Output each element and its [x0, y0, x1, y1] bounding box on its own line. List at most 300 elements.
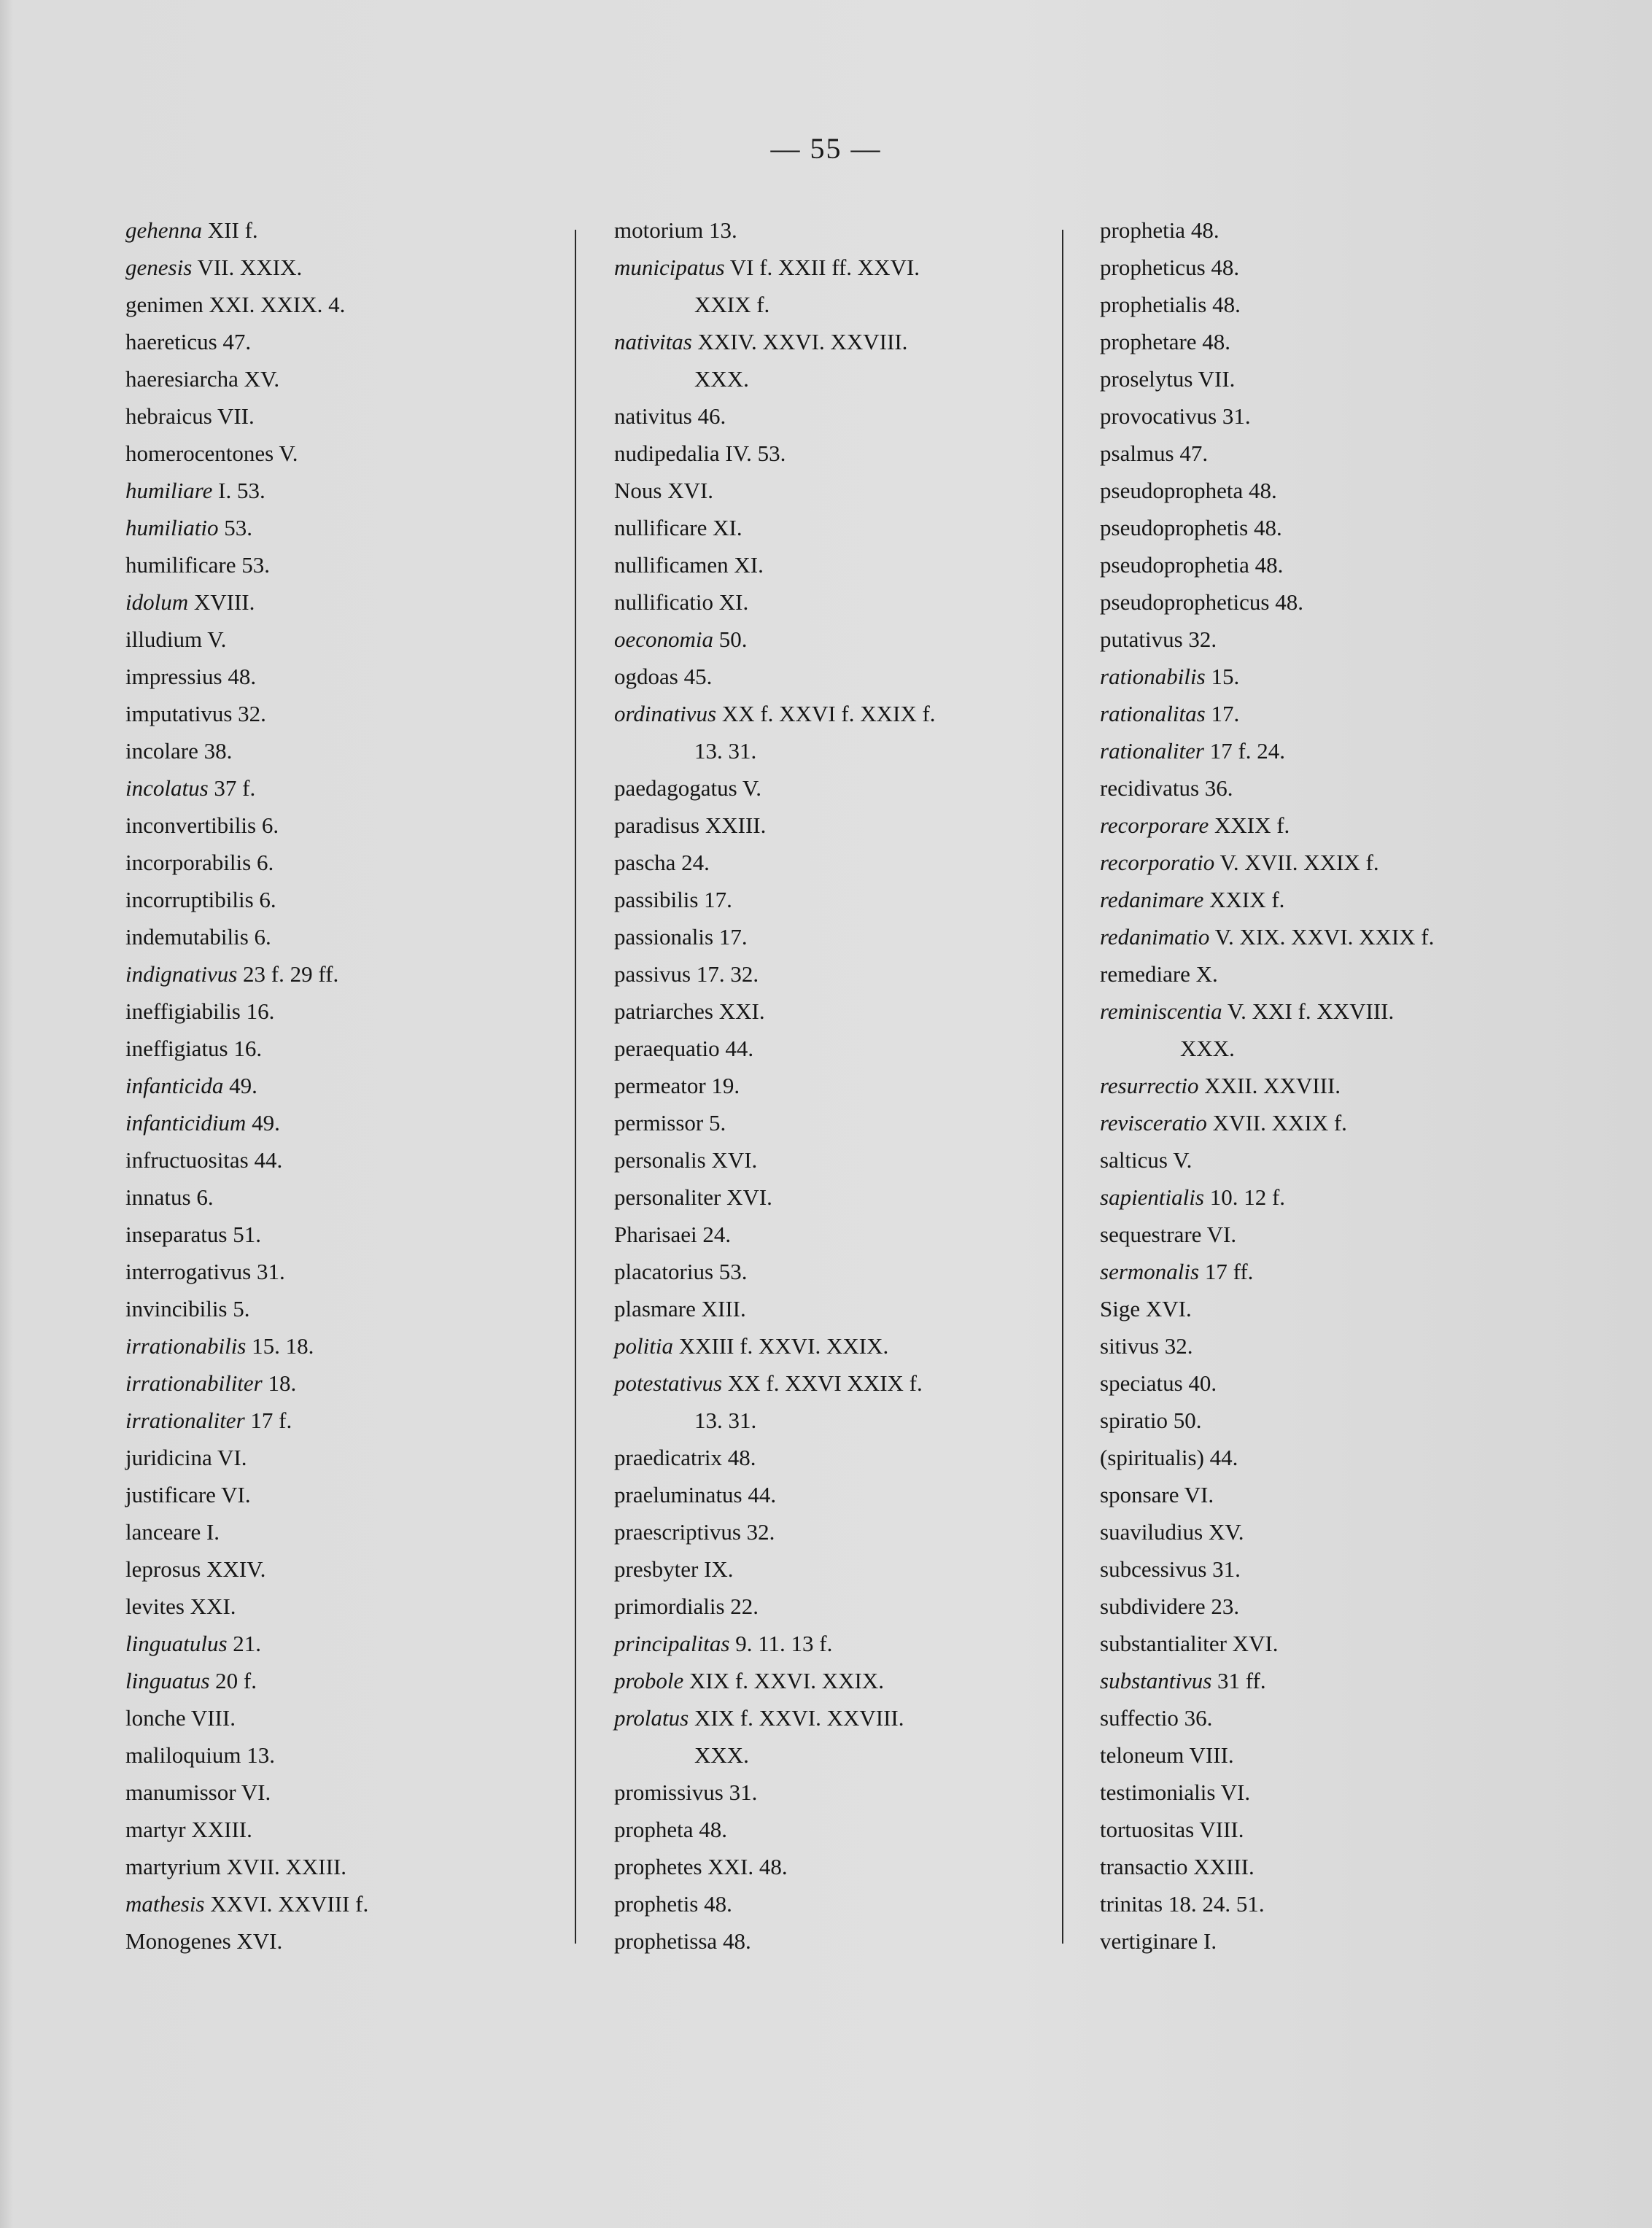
index-entry [614, 1811, 1052, 1848]
headword: redanimatio [1100, 924, 1210, 950]
references: XXI. 48. [702, 1854, 788, 1879]
headword: idolum [125, 589, 189, 615]
references: 45. [678, 664, 713, 689]
index-entry [125, 1625, 563, 1662]
index-entry [614, 1104, 1052, 1141]
references: V. [202, 626, 227, 652]
references: XVII. XXIII. [220, 1854, 347, 1879]
index-entry [125, 993, 563, 1030]
headword: incorporabilis [125, 850, 252, 875]
references: 44. [248, 1147, 283, 1173]
references: XXIX f. [1203, 887, 1285, 912]
references: 44. [742, 1482, 777, 1507]
headword: inconvertibilis [125, 812, 257, 838]
headword: rationalitas [1100, 701, 1206, 726]
index-entry [1100, 323, 1574, 360]
references: XXIII. [185, 1817, 252, 1842]
index-entry [125, 323, 563, 360]
headword: incorruptibilis [125, 887, 254, 912]
headword: principalitas [614, 1631, 730, 1656]
index-entry [1100, 1179, 1574, 1216]
index-entry [1100, 435, 1574, 472]
index-entry [1100, 1662, 1574, 1699]
headword: gehenna [125, 217, 203, 243]
index-entry [125, 1848, 563, 1885]
index-entry [1100, 472, 1574, 509]
headword: ogdoas [614, 664, 678, 689]
index-entry [614, 1216, 1052, 1253]
headword: recidivatus [1100, 775, 1200, 801]
references: XXIII f. XXVI. XXIX. [672, 1333, 889, 1359]
index-entry [1100, 1885, 1574, 1922]
headword: manumissor [125, 1779, 236, 1805]
index-entry [614, 1922, 1052, 1960]
references: V. [1168, 1147, 1193, 1173]
index-entry-continuation [614, 1402, 1052, 1439]
headword: pseudopropheticus [1100, 589, 1270, 615]
index-entry [125, 1662, 563, 1699]
index-entry [614, 1476, 1052, 1513]
headword: prophetia [1100, 217, 1186, 243]
references: 31. [1206, 1556, 1241, 1582]
references: 5. [703, 1110, 726, 1136]
headword: sapientialis [1100, 1184, 1204, 1210]
page-number: — 55 — [770, 132, 882, 165]
references: 36. [1199, 775, 1233, 801]
headword: subcessivus [1100, 1556, 1207, 1582]
headword: promissivus [614, 1779, 724, 1805]
headword: substantivus [1100, 1668, 1212, 1693]
headword: presbyter [614, 1556, 699, 1582]
references: I. [201, 1519, 220, 1545]
headword: nullificare [614, 515, 707, 540]
index-entry [1100, 695, 1574, 732]
references: XI. [707, 515, 742, 540]
references: 23. [1205, 1594, 1240, 1619]
column-divider [1062, 230, 1063, 1944]
references: 48. [1249, 552, 1284, 578]
index-entry [125, 1030, 563, 1067]
references: 48. [722, 1445, 756, 1470]
index-entry [125, 435, 563, 472]
headword: rationabilis [1100, 664, 1206, 689]
references: XV. [238, 366, 280, 392]
index-entry [1100, 844, 1574, 881]
headword: imputativus [125, 701, 233, 726]
references: 19. [705, 1073, 740, 1098]
index-entry [614, 1439, 1052, 1476]
references: 17. [1205, 701, 1240, 726]
index-entry [1100, 1811, 1574, 1848]
index-entry [125, 769, 563, 807]
references: VI. [212, 1445, 247, 1470]
references: 53. [218, 515, 252, 540]
index-entry [1100, 769, 1574, 807]
references: 32. [740, 1519, 775, 1545]
index-entry [125, 732, 563, 769]
headword: patriarches [614, 998, 713, 1024]
references: XXII. XXVIII. [1198, 1073, 1341, 1098]
index-entry [125, 546, 563, 583]
headword: praeluminatus [614, 1482, 742, 1507]
references: 48. [1269, 589, 1303, 615]
references: XXIV. [201, 1556, 266, 1582]
references: 17. [698, 887, 732, 912]
headword: genesis [125, 255, 193, 280]
index-entry [125, 286, 563, 323]
index-entry-continuation [614, 360, 1052, 397]
headword: pseudopropheta [1100, 478, 1244, 503]
index-entry [125, 1104, 563, 1141]
headword: redanimare [1100, 887, 1204, 912]
index-entry [614, 1885, 1052, 1922]
references: 13. [703, 217, 737, 243]
index-entry [614, 1067, 1052, 1104]
references: 10. 12 f. [1203, 1184, 1286, 1210]
index-entry [125, 1588, 563, 1625]
index-entry [614, 546, 1052, 583]
headword: Nous [614, 478, 662, 503]
headword: resurrectio [1100, 1073, 1199, 1098]
headword: recorporare [1100, 812, 1209, 838]
references: XXI. [713, 998, 765, 1024]
references: 15. [1205, 664, 1240, 689]
index-entry [125, 1439, 563, 1476]
references: 18. [262, 1370, 297, 1396]
references: XVI. [230, 1928, 283, 1954]
index-entry [125, 1402, 563, 1439]
headword: sermonalis [1100, 1259, 1200, 1284]
references: VIII. [185, 1705, 236, 1731]
references: XVI. [721, 1184, 772, 1210]
headword: humiliare [125, 478, 213, 503]
index-entry [125, 397, 563, 435]
index-entry [1100, 1774, 1574, 1811]
index-entry [1100, 1736, 1574, 1774]
headword: Sige [1100, 1296, 1141, 1321]
references: 50. [1168, 1408, 1202, 1433]
index-entry [614, 509, 1052, 546]
index-entry [614, 1625, 1052, 1662]
headword: nullificamen [614, 552, 729, 578]
headword: teloneum [1100, 1742, 1184, 1768]
references: 47. [1174, 440, 1209, 466]
references: 13. 31. [694, 738, 757, 764]
headword: leprosus [125, 1556, 201, 1582]
references: 18. 24. 51. [1163, 1891, 1265, 1917]
headword: transactio [1100, 1854, 1188, 1879]
headword: humilificare [125, 552, 236, 578]
references: 6. [256, 812, 279, 838]
index-entry [125, 249, 563, 286]
references: XXX. [694, 366, 749, 392]
index-entry [125, 1365, 563, 1402]
headword: levites [125, 1594, 185, 1619]
index-entry [1100, 1216, 1574, 1253]
references: 24. [675, 850, 710, 875]
headword: substantialiter [1100, 1631, 1227, 1656]
index-entry [125, 1922, 563, 1960]
index-entry [614, 435, 1052, 472]
references: V. XXI f. XXVIII. [1222, 998, 1395, 1024]
headword: prolatus [614, 1705, 689, 1731]
references: XVI. [1226, 1631, 1279, 1656]
index-entry-continuation [614, 286, 1052, 323]
headword: maliloquium [125, 1742, 241, 1768]
references: VII. [212, 403, 255, 429]
index-column-2 [614, 211, 1052, 1960]
references: VI. [1179, 1482, 1214, 1507]
index-entry [614, 249, 1052, 286]
references: 48. [698, 1891, 732, 1917]
index-entry [125, 1736, 563, 1774]
headword: permeator [614, 1073, 706, 1098]
headword: oeconomia [614, 626, 714, 652]
index-entry [614, 211, 1052, 249]
index-column-3 [1100, 211, 1574, 1960]
headword: praedicatrix [614, 1445, 723, 1470]
headword: impressius [125, 664, 222, 689]
index-entry [1100, 583, 1574, 621]
headword: provocativus [1100, 403, 1217, 429]
index-entry [1100, 732, 1574, 769]
references: X. [1190, 961, 1218, 987]
index-entry [125, 695, 563, 732]
headword: lonche [125, 1705, 186, 1731]
headword: ineffigiatus [125, 1036, 228, 1061]
references: 32. [232, 701, 266, 726]
index-entry [614, 881, 1052, 918]
index-entry [125, 621, 563, 658]
index-entry [125, 918, 563, 955]
index-entry [614, 993, 1052, 1030]
index-entry-continuation [1100, 1030, 1574, 1067]
references: V. [737, 775, 762, 801]
references: 48. [1206, 292, 1241, 317]
references: 16. [228, 1036, 263, 1061]
column-divider [575, 230, 576, 1944]
index-entry [125, 881, 563, 918]
headword: nativitas [614, 329, 692, 354]
index-entry [125, 1476, 563, 1513]
index-entry [614, 807, 1052, 844]
references: XVI. [1140, 1296, 1192, 1321]
references: 48. [693, 1817, 727, 1842]
references: XVI. [662, 478, 714, 503]
references: XIII. [695, 1296, 746, 1321]
index-entry [614, 1290, 1052, 1327]
headword: infanticida [125, 1073, 224, 1098]
headword: pseudoprophetia [1100, 552, 1249, 578]
index-entry [614, 844, 1052, 881]
references: VIII. [1194, 1817, 1244, 1842]
references: XVIII. [188, 589, 255, 615]
references: XXVI. XXVIII f. [204, 1891, 369, 1917]
index-entry [1100, 1513, 1574, 1550]
references: 13. [241, 1742, 275, 1768]
index-entry [614, 1030, 1052, 1067]
index-entry [125, 583, 563, 621]
headword: martyrium [125, 1854, 221, 1879]
index-entry [125, 1141, 563, 1179]
index-entry [614, 1550, 1052, 1588]
headword: vertiginare [1100, 1928, 1198, 1954]
references: 40. [1182, 1370, 1217, 1396]
references: 48. [1185, 217, 1219, 243]
index-entry [614, 695, 1052, 732]
index-entry [614, 1774, 1052, 1811]
headword: invincibilis [125, 1296, 228, 1321]
headword: homerocentones [125, 440, 274, 466]
references: XXI. XXIX. 4. [203, 292, 346, 317]
index-entry [614, 1662, 1052, 1699]
references: V. XIX. XXVI. XXIX f. [1209, 924, 1435, 950]
headword: primordialis [614, 1594, 725, 1619]
headword: placatorius [614, 1259, 714, 1284]
index-entry [125, 1216, 563, 1253]
index-entry [1100, 807, 1574, 844]
references: VI. [236, 1779, 271, 1805]
headword: plasmare [614, 1296, 696, 1321]
index-entry [125, 1885, 563, 1922]
index-entry [614, 955, 1052, 993]
headword: psalmus [1100, 440, 1174, 466]
references: XX f. XXVI XXIX f. [722, 1370, 923, 1396]
references: 17. 32. [691, 961, 759, 987]
index-entry [614, 472, 1052, 509]
references: V. XVII. XXIX f. [1214, 850, 1379, 875]
headword: passibilis [614, 887, 699, 912]
headword: sequestrare [1100, 1222, 1202, 1247]
references: 46. [691, 403, 726, 429]
references: XXIV. XXVI. XXVIII. [691, 329, 908, 354]
headword: irrationaliter [125, 1408, 245, 1433]
references: 32. [1182, 626, 1217, 652]
references: 31. [1217, 403, 1251, 429]
references: 17 ff. [1199, 1259, 1254, 1284]
headword: linguatus [125, 1668, 210, 1693]
references: 48. [1205, 255, 1240, 280]
index-entry [1100, 1327, 1574, 1365]
headword: paradisus [614, 812, 700, 838]
references: 44. [1203, 1445, 1238, 1470]
references: VI f. XXII ff. XXVI. [724, 255, 920, 280]
headword: spiratio [1100, 1408, 1168, 1433]
headword: peraequatio [614, 1036, 720, 1061]
headword: proselytus [1100, 366, 1193, 392]
headword: recorporatio [1100, 850, 1215, 875]
headword: genimen [125, 292, 203, 317]
index-entry [125, 1179, 563, 1216]
references: 51. [227, 1222, 261, 1247]
index-entry [1100, 1922, 1574, 1960]
references: 44. [719, 1036, 754, 1061]
headword: propheticus [1100, 255, 1206, 280]
index-entry [1100, 918, 1574, 955]
headword: interrogativus [125, 1259, 252, 1284]
index-entry [125, 1067, 563, 1104]
headword: politia [614, 1333, 673, 1359]
headword: inseparatus [125, 1222, 228, 1247]
index-entry [614, 1848, 1052, 1885]
headword: pseudoprophetis [1100, 515, 1249, 540]
references: VII. [1193, 366, 1236, 392]
headword: humiliatio [125, 515, 219, 540]
references: I. 53. [212, 478, 265, 503]
index-entry-continuation [614, 732, 1052, 769]
headword: speciatus [1100, 1370, 1183, 1396]
headword: prophetissa [614, 1928, 718, 1954]
index-entry [614, 1179, 1052, 1216]
headword: Pharisaei [614, 1222, 697, 1247]
headword: mathesis [125, 1891, 205, 1917]
headword: illudium [125, 626, 203, 652]
references: 21. [227, 1631, 262, 1656]
index-entry [125, 360, 563, 397]
headword: haeresiarcha [125, 366, 239, 392]
references: 6. [248, 924, 271, 950]
references: VIII. [1184, 1742, 1234, 1768]
headword: trinitas [1100, 1891, 1163, 1917]
references: 49. [223, 1073, 257, 1098]
index-entry [614, 397, 1052, 435]
index-entry [1100, 1848, 1574, 1885]
references: XII f. [202, 217, 258, 243]
headword: testimonialis [1100, 1779, 1216, 1805]
index-entry [614, 769, 1052, 807]
references: 20 f. [209, 1668, 257, 1693]
references: V. [274, 440, 298, 466]
references: 48. [717, 1928, 751, 1954]
references: XXIII. [1187, 1854, 1254, 1879]
references: 6. [253, 887, 276, 912]
index-entry [1100, 211, 1574, 249]
references: I. [1198, 1928, 1217, 1954]
references: 38. [198, 738, 233, 764]
index-entry [125, 1699, 563, 1736]
index-entry [614, 1588, 1052, 1625]
index-entry [1100, 955, 1574, 993]
index-entry [125, 807, 563, 844]
headword: lanceare [125, 1519, 201, 1545]
headword: paedagogatus [614, 775, 737, 801]
references: 15. 18. [246, 1333, 314, 1359]
index-entry [1100, 509, 1574, 546]
headword: martyr [125, 1817, 186, 1842]
index-column-1 [125, 211, 563, 1960]
index-entry [125, 1253, 563, 1290]
headword: haereticus [125, 329, 217, 354]
headword: revisceratio [1100, 1110, 1207, 1136]
headword: putativus [1100, 626, 1183, 652]
references: IX. [698, 1556, 734, 1582]
headword: irrationabilis [125, 1333, 247, 1359]
references: 31 ff. [1211, 1668, 1266, 1693]
references: 49. [246, 1110, 280, 1136]
references: 23 f. 29 ff. [237, 961, 339, 987]
index-entry [1100, 881, 1574, 918]
references: XVII. XXIX f. [1206, 1110, 1347, 1136]
index-entry [614, 918, 1052, 955]
headword: infanticidium [125, 1110, 247, 1136]
headword: linguatulus [125, 1631, 228, 1656]
references: XXX. [694, 1742, 749, 1768]
index-entry [1100, 993, 1574, 1030]
references: 13. 31. [694, 1408, 757, 1433]
headword: incolare [125, 738, 198, 764]
index-entry [125, 1811, 563, 1848]
headword: subdividere [1100, 1594, 1206, 1619]
